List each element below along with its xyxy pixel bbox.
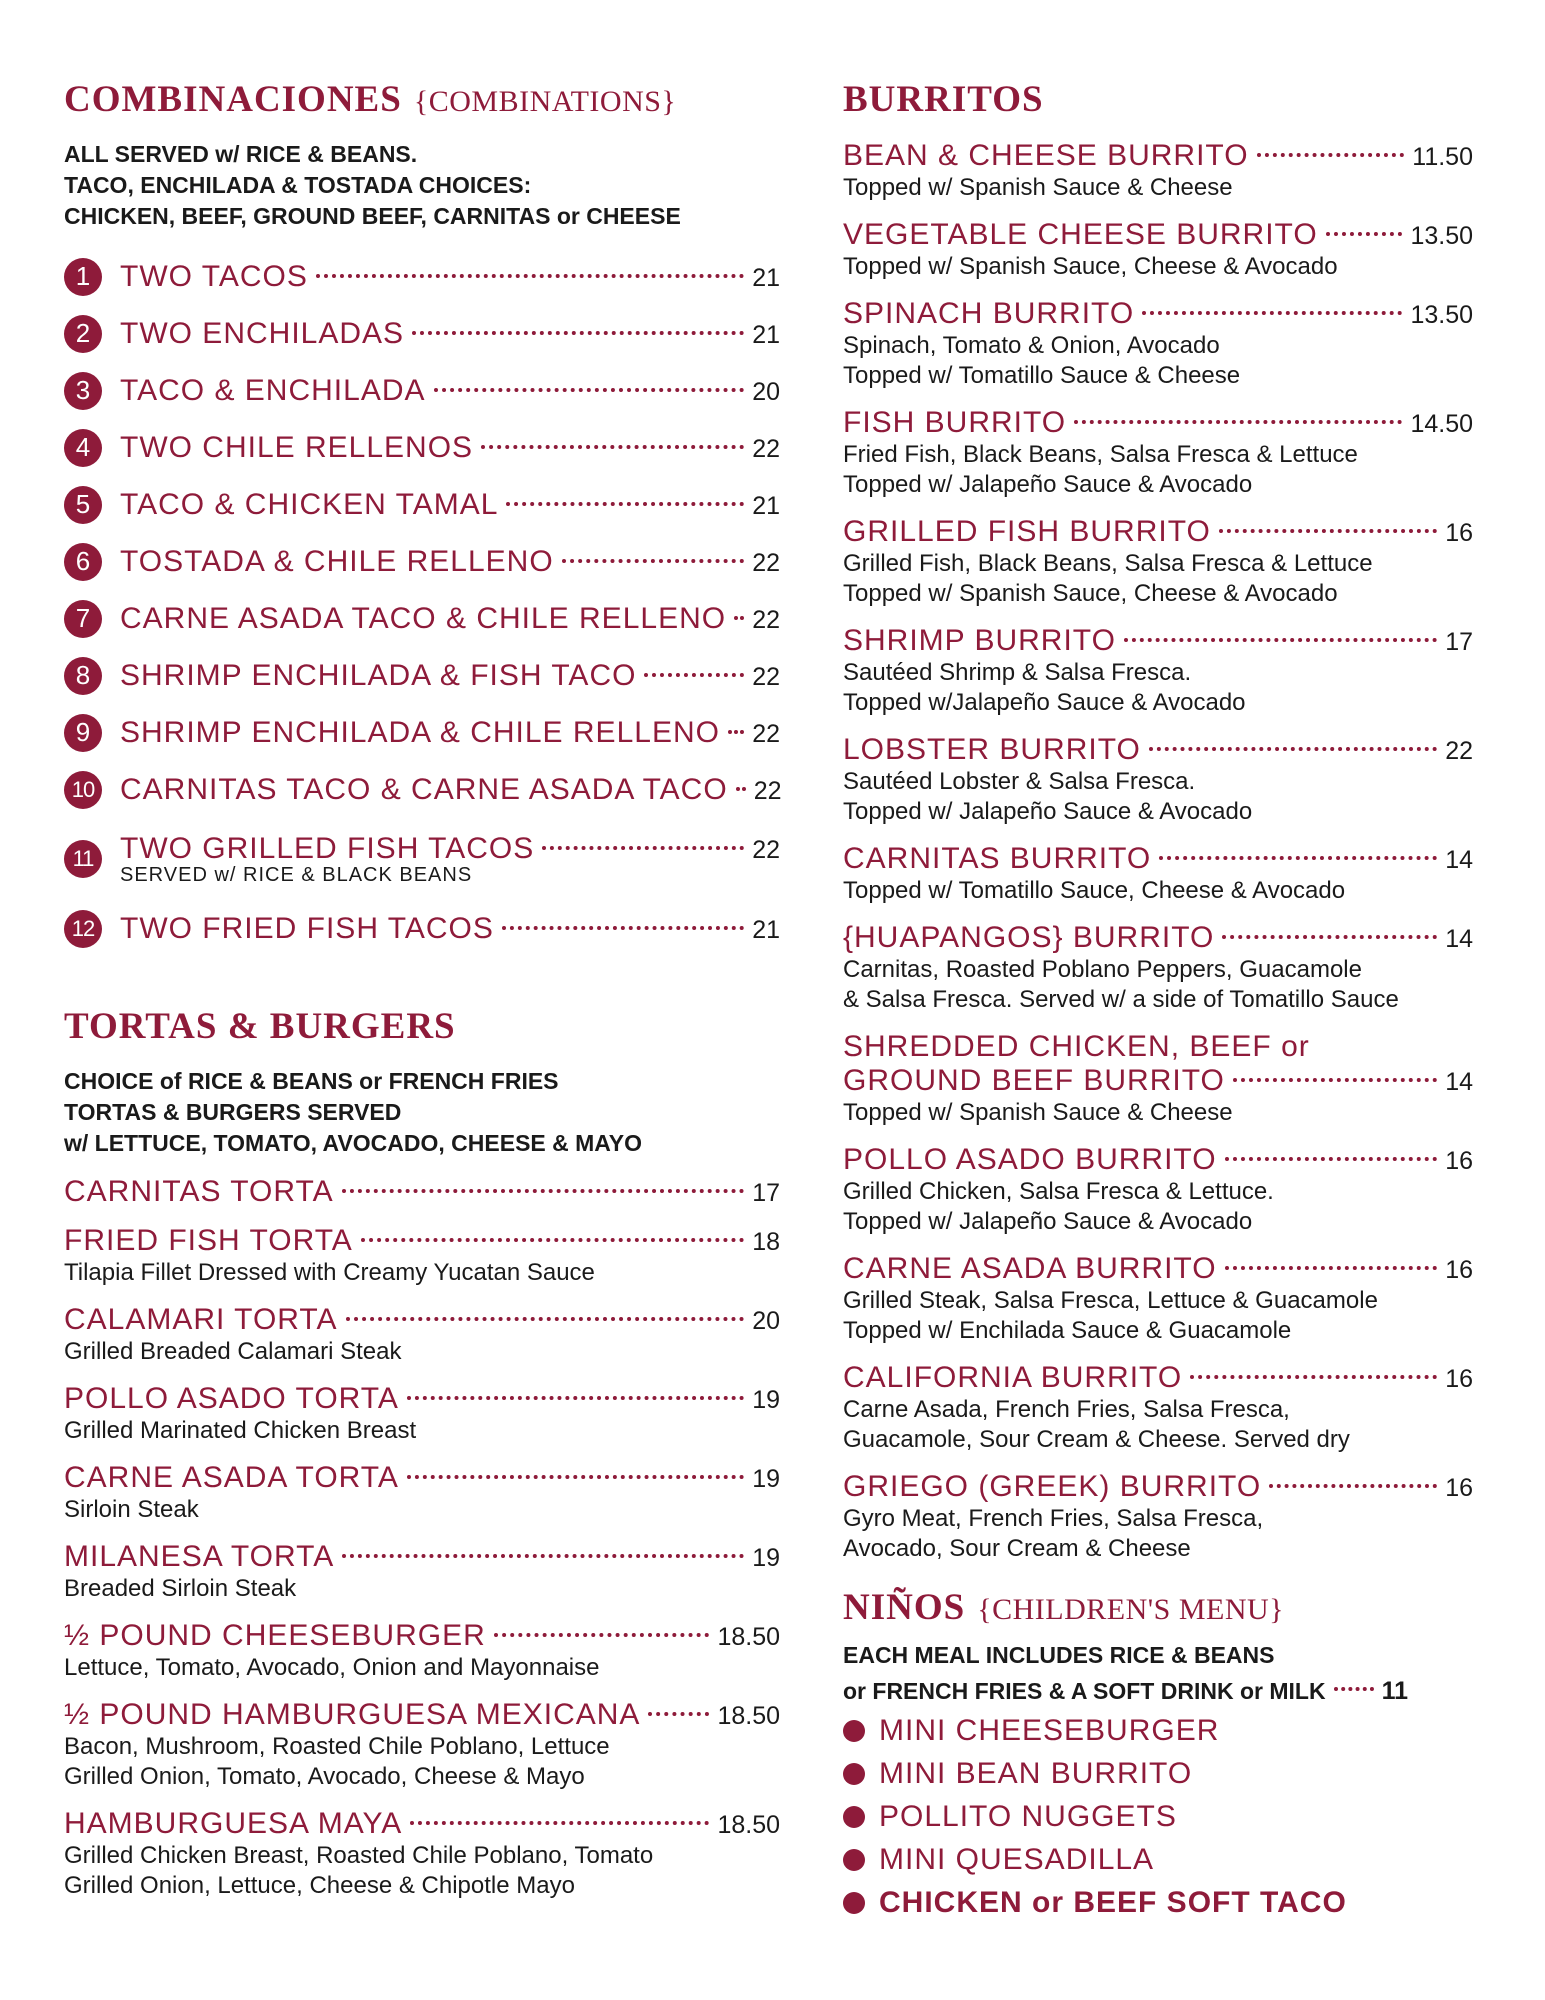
item-description: Topped w/ Spanish Sauce & Cheese [843,174,1233,201]
item-price: 11 [1381,1677,1408,1705]
item-line [120,431,780,465]
menu-item [843,1030,1473,1128]
menu-item [843,406,1473,500]
item-name: TWO CHILE RELLENOS [120,430,474,464]
combo-item-body [120,716,780,750]
combo-item [64,590,780,647]
bullet-icon [843,1806,865,1828]
leader-dots [407,1475,744,1479]
item-name: TWO GRILLED FISH TACOS [120,831,535,865]
item-price: 16 [1445,1147,1473,1175]
item-name: CARNE ASADA TORTA [64,1461,399,1494]
item-line [843,218,1473,252]
combinaciones-heading [64,78,780,121]
combo-item [64,704,780,761]
combo-item-body [120,659,780,693]
item-name: TWO FRIED FISH TACOS [120,911,494,945]
leader-dots [412,331,744,335]
item-description: Breaded Sirloin Steak [64,1575,297,1602]
item-line [64,1619,780,1653]
item-description: Grilled Steak, Salsa Fresca, Lettuce & Guacamole [843,1287,1378,1314]
leader-dots [736,787,746,791]
kids-item-label: CHICKEN or BEEF SOFT TACO [879,1885,1347,1919]
item-name: TACO & CHICKEN TAMAL [120,487,499,521]
item-description: & Salsa Fresca. Served w/ a side of Tomatillo Sauce [843,986,1399,1013]
item-description: Sautéed Shrimp & Salsa Fresca. [843,659,1192,686]
combo-item [64,476,780,533]
item-price: 19 [752,1465,780,1493]
item-line [120,602,780,636]
item-description: Topped w/ Spanish Sauce, Cheese & Avocado [843,253,1338,280]
menu-item [843,515,1473,609]
right-column [843,78,1473,1924]
item-name: TWO ENCHILADAS [120,316,405,350]
tortas-list [64,1175,780,1901]
number-badge: 5 [64,486,102,524]
leader-dots [342,1189,745,1193]
item-name-line1: SHREDDED CHICKEN, BEEF or [843,1030,1310,1063]
number-badge: 12 [64,910,102,948]
item-price: 18.50 [717,1811,780,1839]
item-line [120,488,780,522]
item-line [64,1698,780,1732]
item-price: 22 [752,662,780,691]
item-description: Grilled Marinated Chicken Breast [64,1417,417,1444]
menu-item [64,1461,780,1525]
leader-dots [1334,1687,1374,1691]
kids-item-label: MINI QUESADILLA [879,1842,1155,1876]
note-line: w/ LETTUCE, TOMATO, AVOCADO, CHEESE & MAYO [64,1130,643,1156]
note-line: ALL SERVED w/ RICE & BEANS. [64,141,418,167]
bullet-icon [843,1892,865,1914]
item-line [64,1224,780,1258]
item-price: 22 [752,548,780,577]
combo-item [64,533,780,590]
item-name: CALIFORNIA BURRITO [843,1361,1183,1394]
item-description: Gyro Meat, French Fries, Salsa Fresca, [843,1505,1264,1532]
item-name: CARNE ASADA BURRITO [843,1252,1217,1285]
item-description: Grilled Chicken Breast, Roasted Chile Poblano, Tomato [64,1842,654,1869]
menu-item [64,1619,780,1683]
item-description: Topped w/ Enchilada Sauce & Guacamole [843,1317,1292,1344]
menu-item [843,842,1473,906]
item-note: SERVED w/ RICE & BLACK BEANS [120,863,473,886]
item-line [843,406,1473,440]
item-price: 13.50 [1410,301,1473,329]
menu-item [843,1252,1473,1346]
item-name: CALAMARI TORTA [64,1303,338,1336]
note-line: TORTAS & BURGERS SERVED [64,1099,402,1125]
item-price: 16 [1445,1256,1473,1284]
combo-item [64,818,780,900]
kids-item [843,1709,1473,1752]
leader-dots [542,846,744,850]
kids-item [843,1881,1473,1924]
item-line [843,921,1473,955]
item-description: Guacamole, Sour Cream & Cheese. Served dry [843,1426,1350,1453]
item-description: Tilapia Fillet Dressed with Creamy Yucatan Sauce [64,1259,595,1286]
leader-dots [1219,529,1437,533]
item-line [120,260,780,294]
leader-dots [434,388,745,392]
item-price: 16 [1445,519,1473,547]
ninos-subtitle: {CHILDREN'S MENU} [977,1593,1285,1626]
item-name: GRILLED FISH BURRITO [843,515,1211,548]
item-price: 18.50 [717,1623,780,1651]
kids-item-label: POLLITO NUGGETS [879,1799,1177,1833]
item-description: Carne Asada, French Fries, Salsa Fresca, [843,1396,1290,1423]
item-price: 18 [752,1228,780,1256]
note-line: CHOICE of RICE & BEANS or FRENCH FRIES [64,1068,559,1094]
bullet-icon [843,1849,865,1871]
leader-dots [644,673,744,677]
bullet-icon [843,1763,865,1785]
leader-dots [728,730,744,734]
number-badge: 11 [64,840,102,878]
item-description: Sautéed Lobster & Salsa Fresca. [843,768,1196,795]
item-name: CARNITAS TORTA [64,1175,334,1208]
menu-item [843,733,1473,827]
combo-item-body [120,260,780,294]
menu-item [64,1698,780,1792]
number-badge: 10 [64,771,102,809]
item-name: SHRIMP ENCHILADA & CHILE RELLENO [120,715,720,749]
leader-dots [1149,747,1437,751]
leader-dots [342,1554,744,1558]
kids-item-label: MINI CHEESEBURGER [879,1713,1220,1747]
item-price: 14.50 [1410,410,1473,438]
item-name: VEGETABLE CHEESE BURRITO [843,218,1318,251]
leader-dots [316,274,744,278]
item-price: 21 [752,491,780,520]
item-price: 22 [1445,737,1473,765]
tortas-note [64,1066,780,1159]
menu-item [64,1303,780,1367]
item-line [120,374,780,408]
menu-item [64,1540,780,1604]
item-name: GRIEGO (GREEK) BURRITO [843,1470,1262,1503]
item-price: 13.50 [1410,222,1473,250]
item-price: 14 [1445,925,1473,953]
combo-item [64,362,780,419]
item-name: SHRIMP BURRITO [843,624,1116,657]
note-line: or FRENCH FRIES & A SOFT DRINK or MILK [843,1678,1326,1704]
item-name: TACO & ENCHILADA [120,373,426,407]
item-line [843,1064,1473,1098]
item-name: POLLO ASADO TORTA [64,1382,399,1415]
leader-dots [494,1633,710,1637]
item-name: GROUND BEEF BURRITO [843,1064,1225,1097]
combo-item [64,305,780,362]
item-line [843,297,1473,331]
item-description: Topped w/Jalapeño Sauce & Avocado [843,689,1246,716]
item-price: 18.50 [717,1702,780,1730]
item-line [64,1382,780,1416]
item-name: BEAN & CHEESE BURRITO [843,139,1249,172]
note-line-price [843,1673,1473,1709]
note-line: CHICKEN, BEEF, GROUND BEEF, CARNITAS or CHEESE [64,203,681,229]
ninos-title: NIÑOS [843,1587,966,1628]
item-description: Lettuce, Tomato, Avocado, Onion and Mayonnaise [64,1654,600,1681]
leader-dots [562,559,745,563]
leader-dots [1074,420,1402,424]
combo-item-body [120,773,782,807]
item-price: 22 [752,434,780,463]
menu-item [843,1143,1473,1237]
item-price: 14 [1445,1068,1473,1096]
item-line [120,659,780,693]
note-line: TACO, ENCHILADA & TOSTADA CHOICES: [64,172,532,198]
item-name: FISH BURRITO [843,406,1067,439]
leader-dots [1225,1266,1438,1270]
item-name: {HUAPANGOS} BURRITO [843,921,1215,954]
item-price: 21 [752,263,780,292]
leader-dots [1225,1157,1438,1161]
combo-item [64,419,780,476]
menu-item [843,139,1473,203]
item-line [120,912,780,946]
combo-item-body [120,431,780,465]
menu-item [843,1361,1473,1455]
item-name: FRIED FISH TORTA [64,1224,353,1257]
item-description: Topped w/ Spanish Sauce, Cheese & Avocado [843,580,1338,607]
item-description: Topped w/ Jalapeño Sauce & Avocado [843,471,1253,498]
item-line [120,317,780,351]
item-line [120,832,780,866]
note-line: EACH MEAL INCLUDES RICE & BEANS [843,1642,1275,1668]
item-price: 11.50 [1412,143,1473,171]
item-line [843,139,1473,173]
number-badge: 8 [64,657,102,695]
item-name: ½ POUND HAMBURGUESA MEXICANA [64,1698,641,1731]
item-line [64,1807,780,1841]
item-price: 17 [752,1179,780,1207]
item-name: MILANESA TORTA [64,1540,335,1573]
leader-dots [506,502,744,506]
item-line [64,1175,780,1209]
tortas-heading [64,1005,780,1048]
number-badge: 7 [64,600,102,638]
number-badge: 4 [64,429,102,467]
combo-item [64,900,780,957]
item-description: Grilled Fish, Black Beans, Salsa Fresca & Lettuce [843,550,1373,577]
combo-item-body [120,488,780,522]
leader-dots [1159,856,1437,860]
item-description: Topped w/ Tomatillo Sauce, Cheese & Avocado [843,877,1346,904]
item-name: HAMBURGUESA MAYA [64,1807,403,1840]
combinaciones-subtitle: {COMBINATIONS} [413,85,677,118]
menu-item [64,1224,780,1288]
menu-item [843,921,1473,1015]
leader-dots [410,1821,709,1825]
item-name: TWO TACOS [120,259,308,293]
left-column [64,78,780,1916]
leader-dots [1222,935,1437,939]
burritos-list [843,139,1473,1564]
number-badge: 3 [64,372,102,410]
menu-item [64,1382,780,1446]
leader-dots [1233,1078,1437,1082]
item-price: 22 [752,719,780,748]
item-price: 20 [752,1307,780,1335]
item-price: 16 [1445,1365,1473,1393]
item-name: SHRIMP ENCHILADA & FISH TACO [120,658,637,692]
menu-item [843,624,1473,718]
item-price: 20 [752,377,780,406]
menu-item [843,1470,1473,1564]
tortas-title: TORTAS & BURGERS [64,1006,456,1047]
item-description: Topped w/ Jalapeño Sauce & Avocado [843,798,1253,825]
menu-item [843,297,1473,391]
combinaciones-note [64,139,780,232]
burritos-heading [843,78,1473,121]
combinaciones-list [64,248,780,957]
item-line [120,716,780,750]
leader-dots [481,445,744,449]
ninos-heading [843,1586,1473,1629]
leader-dots [502,926,744,930]
bullet-icon [843,1720,865,1742]
item-line [843,1361,1473,1395]
kids-item [843,1795,1473,1838]
item-line [843,1143,1473,1177]
combo-item [64,647,780,704]
item-description: Topped w/ Jalapeño Sauce & Avocado [843,1208,1253,1235]
item-description: Topped w/ Spanish Sauce & Cheese [843,1099,1233,1126]
combo-item-body [120,545,780,579]
combinaciones-title: COMBINACIONES [64,79,402,120]
item-price: 16 [1445,1474,1473,1502]
item-line [843,733,1473,767]
number-badge: 1 [64,258,102,296]
item-description: Grilled Chicken, Salsa Fresca & Lettuce. [843,1178,1274,1205]
combo-item-body [120,912,780,946]
leader-dots [1257,153,1405,157]
number-badge: 6 [64,543,102,581]
combo-item [64,248,780,305]
item-line [843,1252,1473,1286]
item-line [843,1470,1473,1504]
item-name: POLLO ASADO BURRITO [843,1143,1217,1176]
item-description: Sirloin Steak [64,1496,199,1523]
item-line [843,515,1473,549]
leader-dots [407,1396,744,1400]
leader-dots [361,1238,744,1242]
item-description: Topped w/ Tomatillo Sauce & Cheese [843,362,1241,389]
combo-item-body [120,374,780,408]
menu-item [64,1175,780,1209]
item-line [843,624,1473,658]
item-price: 19 [752,1544,780,1572]
leader-dots [1326,232,1403,236]
combo-item-body [120,317,780,351]
number-badge: 9 [64,714,102,752]
item-line [64,1461,780,1495]
item-price: 14 [1445,846,1473,874]
item-line [843,842,1473,876]
item-price: 22 [752,835,780,864]
menu-item [843,218,1473,282]
item-description: Avocado, Sour Cream & Cheese [843,1535,1191,1562]
item-name: TOSTADA & CHILE RELLENO [120,544,554,578]
leader-dots [1269,1484,1437,1488]
item-price: 19 [752,1386,780,1414]
item-line [120,773,782,807]
leader-dots [734,616,744,620]
item-description: Grilled Breaded Calamari Steak [64,1338,402,1365]
item-description: Spinach, Tomato & Onion, Avocado [843,332,1220,359]
combo-item-body [120,602,780,636]
item-price: 22 [752,605,780,634]
item-price: 21 [752,320,780,349]
combo-item-body [120,832,780,887]
item-price: 22 [753,776,782,805]
item-name: ½ POUND CHEESEBURGER [64,1619,486,1652]
burritos-title: BURRITOS [843,79,1044,120]
menu-item [64,1807,780,1901]
item-line [120,545,780,579]
item-price: 17 [1445,628,1473,656]
item-name: CARNE ASADA TACO & CHILE RELLENO [120,601,727,635]
leader-dots [648,1712,709,1716]
item-line [64,1303,780,1337]
item-description: Fried Fish, Black Beans, Salsa Fresca & Lettuce [843,441,1358,468]
kids-item [843,1752,1473,1795]
item-line [843,1030,1473,1064]
item-description: Grilled Onion, Tomato, Avocado, Cheese & Mayo [64,1763,585,1790]
kids-item-label: MINI BEAN BURRITO [879,1756,1193,1790]
item-name: CARNITAS BURRITO [843,842,1152,875]
combo-item [64,761,780,818]
leader-dots [346,1317,745,1321]
item-line [64,1540,780,1574]
number-badge: 2 [64,315,102,353]
item-price: 21 [752,915,780,944]
item-name: SPINACH BURRITO [843,297,1135,330]
leader-dots [1190,1375,1437,1379]
item-description: Carnitas, Roasted Poblano Peppers, Guacamole [843,956,1362,983]
leader-dots [1142,311,1402,315]
item-name: LOBSTER BURRITO [843,733,1141,766]
item-description: Bacon, Mushroom, Roasted Chile Poblano, Lettuce [64,1733,610,1760]
kids-item [843,1838,1473,1881]
ninos-list [843,1709,1473,1924]
item-description: Grilled Onion, Lettuce, Cheese & Chipotle Mayo [64,1872,575,1899]
ninos-note [843,1637,1473,1709]
leader-dots [1124,638,1437,642]
item-name: CARNITAS TACO & CARNE ASADA TACO [120,772,728,806]
